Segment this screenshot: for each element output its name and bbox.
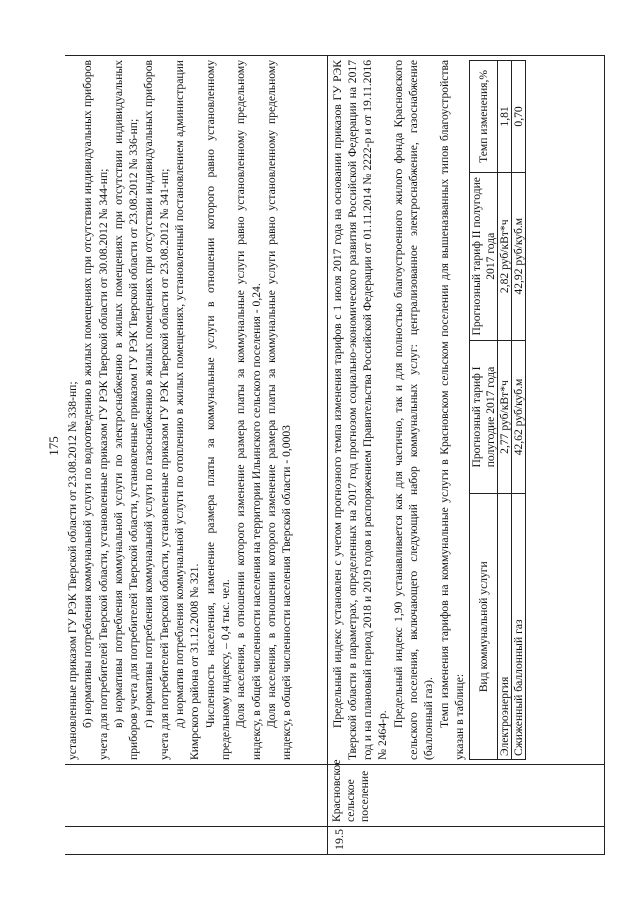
tariff-table <box>469 60 526 760</box>
description-cell <box>327 56 605 765</box>
row-number-cell <box>65 827 327 855</box>
paragraph: Предельный индекс установлен с учетом прогнозного темпа изменения тарифов с 1 июля 2017 года на основании приказов ГУ РЭК Тверской области в параметрах, определенных на 2017 год прогнозом социально-экономического развития Российской Федерации на 2017 год и на плановый период 2018 и 2019 годов и распоряжением Правительства Российской Федерации от 01.11.2014 № 2222-р и от 19.11.2016 № 2464-р. <box>330 60 390 760</box>
paragraph: установленные приказом ГУ РЭК Тверской области от 23.08.2012 № 338-нп; <box>66 381 79 760</box>
tariff-cell: 42,62 руб/куб.м <box>512 340 526 494</box>
paragraph: д) норматив потребления коммунальной услуги по отоплению в жилых помещениях, установленный постановлением администрации Кимрского района от 31.12.2008 № 321. <box>173 60 202 760</box>
tariff-header-row <box>470 61 498 760</box>
settlement-cell <box>65 765 327 827</box>
page-number: 175 <box>46 436 61 456</box>
tariff-cell: 0,70 <box>512 61 526 173</box>
tariff-cell: Электроэнергия <box>497 494 511 760</box>
row-number-cell: 19.5 <box>327 827 605 855</box>
description-text <box>65 60 294 760</box>
tariff-cell: 2,77 руб/кВт*ч <box>497 340 511 494</box>
description-cell <box>65 56 327 765</box>
paragraph: Темп изменения тарифов на коммунальные услуги в Красновском сельском поселении для вышеназванных типов благоустройства указан в таблице: <box>437 60 466 760</box>
rotated-content <box>65 55 605 855</box>
tariff-cell: 1,81 <box>497 61 511 173</box>
paragraph: Доля населения, в отношении которого изменение размера платы за коммунальные услуги равно установленному предельному индексу, в общей численности населения Тверской области - 0,0003 <box>264 60 294 760</box>
tariff-cell: 42,92 руб/куб.м <box>512 172 526 340</box>
settlement-cell: Красновское сельское поселение <box>327 765 605 827</box>
paragraph: б) нормативы потребления коммунальной услуги по водоотведению в жилых помещениях при отсутствии индивидуальных приборов учета для потребителей Тверской области, установленные приказом ГУ РЭК Тверской области от 30.08.2012 № 344-нп; <box>81 60 110 760</box>
tariff-row <box>497 61 511 760</box>
table-row <box>327 56 605 855</box>
tariff-header-cell: Прогнозный тариф II полугодие 2017 года <box>470 172 498 340</box>
table-row <box>65 56 327 855</box>
paragraph: г) нормативы потребления коммунальной услуги по газоснабжению в жилых помещениях при отсутствии индивидуальных приборов учета для потребителей Тверской области, установленные приказом ГУ РЭК Тверской области от 23.08.2012 № 341-нп; <box>142 60 171 760</box>
tariff-cell: Сжиженный баллонный газ <box>512 494 526 760</box>
tariff-header-cell: Темп изменения,% <box>470 61 498 173</box>
tariff-cell: 2,82 руб/кВт*ч <box>497 172 511 340</box>
paragraph: в) нормативы потребления коммунальной услуги по электроснабжению в жилых помещениях при отсутствии индивидуальных приборов учета для потребителей Тверской области, установленные приказом ГУ РЭК Тверской области от 23.08.2012 № 336-нп; <box>111 60 141 760</box>
main-table <box>65 55 605 855</box>
tariff-row <box>512 61 526 760</box>
paragraph: Доля населения, в отношении которого изменение размера платы за коммунальные услуги равно установленному предельному индексу, в общей численности населения на территории Ильинского сельского поселения - 0,24. <box>234 60 263 760</box>
tariff-header-cell: Вид коммунальной услуги <box>470 494 498 760</box>
tariff-header-cell: Прогнозный тариф I полугодие 2017 года <box>470 340 498 494</box>
description-text <box>330 60 468 760</box>
paragraph: Численность населения, изменение размера платы за коммунальные услуги в отношении которого равно установленному предельному индексу, – 0,4 тыс. чел. <box>203 60 232 760</box>
paragraph: Предельный индекс 1,90 устанавливается как для частично, так и для полностью благоустроенного жилого фонда Красновского сельского поселения, включающего следующий набор коммунальных услуг: централизованное электроснабжение, газоснабжение (баллонный газ). <box>391 60 436 760</box>
